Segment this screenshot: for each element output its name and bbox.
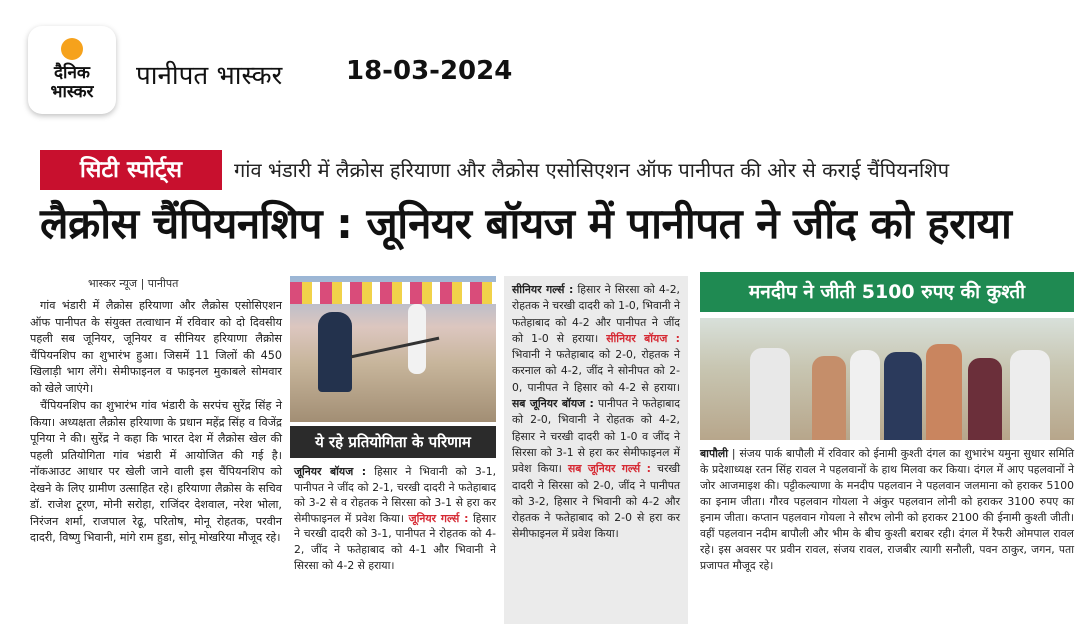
results-heading: ये रहे प्रतियोगिता के परिणाम xyxy=(290,426,496,458)
result-text: भिवानी ने फतेहाबाद को 2-0, रोहतक ने करनाल को 4-2, जींद ने सोनीपत को 2-0, पानीपत ने हिसार को 4-2 से हराया। xyxy=(512,348,680,394)
photo-wrestler xyxy=(812,356,846,440)
photo-person xyxy=(850,350,880,440)
photo-person xyxy=(750,348,790,440)
result-text: हिसार ने चरखी दादरी को 3-1, पानीपत ने रोहतक को 4-2, जींद ने फतेहाबाद को 4-1 और भिवानी ने सिरसा को 4-2 से हराया। xyxy=(294,511,497,572)
wrestling-photo xyxy=(700,318,1074,440)
result-text: चरखी दादरी ने सिरसा को 2-0, जींद ने पानीपत को 3-2, हिसार ने भिवानी को 4-2 और रोहतक ने फतेहाबाद को 2-0 से हरा कर सेमीफाइनल में प्रवेश किया। xyxy=(512,462,680,541)
newspaper-header xyxy=(0,0,1082,135)
photo-player xyxy=(318,312,352,392)
publication-name: पानीपत भास्कर xyxy=(136,61,283,91)
result-label: सीनियर बॉयज : xyxy=(606,331,680,345)
photo-person xyxy=(884,352,922,440)
dateline-location: बापौली xyxy=(700,447,729,460)
result-label: सीनियर गर्ल्स : xyxy=(512,283,574,296)
result-label: जूनियर गर्ल्स : xyxy=(408,511,469,525)
result-text: पानीपत ने फतेहाबाद को 2-0, भिवानी ने रोहतक को 4-2, हिसार ने चरखी दादरी को 1-0 व जींद ने सिरसा को 3-1 से हरा कर सेमीफाइनल में प्रवेश किया। xyxy=(512,397,680,476)
wrestling-text: संजय पार्क बापौली में रविवार को ईनामी कुश्ती दंगल का शुभारंभ यमुना सुधार समिति के प्रदेशाध्यक्ष रतन सिंह रावल ने पहलवानों के हाथ मिलवा कर किया। दंगल में आए पहलवानों ने जोर आजमाइश की। पट्टीकल्याणा के मनदीप पहलवान ने पहलवान जलमाना को हराकर 5100 का इनाम जीता। गौरव पहलवान गोयला ने अंकुर पहलवान लोनी को हराकर 3100 रुपए का इनाम जीता। कप्तान पहलवान गोयला ने सौरभ लोनी को हराकर 2100 की ईनामी कुश्ती जीती। वहीं पहलवान नदीम बापौली और भीम के बीच कुश्ती बराबर रही। दंगल में रैफरी ओमपाल रावल रहे। इस अवसर पर प्रवीन रावल, संजय रावल, राजबीर त्यागी सनौली, पवन ठाकुर, जगन, पता प्रजापत मौजूद रहे। xyxy=(700,447,1074,572)
lacrosse-photo xyxy=(290,276,496,422)
photo-person xyxy=(1010,350,1050,440)
section-tag: सिटी स्पोर्ट्स xyxy=(40,150,222,190)
logo-line-1: दैनिक xyxy=(54,63,90,83)
article-body xyxy=(30,298,282,548)
result-text: हिसार ने भिवानी को 3-1, पानीपत ने जींद को 2-1, चरखी दादरी ने फतेहाबाद को 3-2 से व रोहतक ने सिरसा को 3-1 से हरा कर सेमीफाइनल में प्रवेश किया। xyxy=(294,465,496,525)
news-article xyxy=(30,146,1076,626)
sun-icon xyxy=(61,38,83,60)
byline: भास्कर न्यूज | पानीपत xyxy=(88,277,179,290)
results-column-1 xyxy=(294,464,496,573)
result-label: सब जूनियर बॉयज : xyxy=(512,397,594,411)
main-headline: लैक्रोस चैंपियनशिप : जूनियर बॉयज में पानीपत ने जींद को हराया xyxy=(40,199,1012,248)
result-label: जूनियर बॉयज : xyxy=(294,465,367,478)
photo-wrestler xyxy=(926,344,962,440)
photo-person xyxy=(968,358,1002,440)
kicker-headline: गांव भंडारी में लैक्रोस हरियाणा और लैक्रोस एसोसिएशन ऑफ पानीपत की ओर से कराई चैंपियनशिप xyxy=(234,158,950,182)
paragraph: चैंपियनशिप का शुभारंभ गांव भंडारी के सरपंच सुरेंद्र सिंह ने किया। अध्यक्षता लैक्रोस हरियाणा के प्रधान महेंद्र सिंह व विजेंद्र पूनिया ने की। सुरेंद्र ने कहा कि भारत देश में लैक्रोस खेल की पहली प्रतियोगिता गांव भंडारी में आयोजित की गई है। नॉकआउट आधार पर खेली जाने वाली इस चैंपियनशिप को देखने के लिए ग्रामीण उत्साहित रहे। हरियाणा लैक्रोस के सचिव डॉ. राजेश टूरण, मोनी सरोहा, राजिंदर देशवाल, नरेश भोला, निरंजन शर्मा, राजपाल रेढू, परितोष, मोनू रोहतक, परवीन दादरी, विष्णु भिवानी, मांगे राम हुडा, सोनू मोखरिया मौजूद रहे। xyxy=(30,399,282,544)
result-text: हिसार ने सिरसा को 4-2, रोहतक ने चरखी दादरी को 1-0, भिवानी ने फतेहाबाद को 4-2 और पानीपत ने जींद को 1-0 से हराया। xyxy=(512,283,680,345)
logo-line-2: भास्कर xyxy=(50,82,94,102)
wrestling-body: बापौली | संजय पार्क बापौली में रविवार को ईनामी कुश्ती दंगल का शुभारंभ यमुना सुधार समिति के प्रदेशाध्यक्ष रतन सिंह रावल ने पहलवानों के हाथ मिलवा कर किया। दंगल में आए पहलवानों ने जोर आजमाइश की। पट्टीकल्याणा के मनदीप पहलवान ने पहलवान जलमाना को हराकर 5100 का इनाम जीता। गौरव पहलवान गोयला ने अंकुर पहलवान लोनी को हराकर 3100 रुपए का इनाम जीता। कप्तान पहलवान गोयला ने सौरभ लोनी को हराकर 2100 की ईनामी कुश्ती जीती। वहीं पहलवान नदीम बापौली और भीम के बीच कुश्ती बराबर रही। दंगल में रैफरी ओमपाल रावल रहे। इस अवसर पर प्रवीन रावल, संजय रावल, राजबीर त्यागी सनौली, पवन ठाकुर, जगन, पता प्रजापत मौजूद रहे। xyxy=(700,447,1074,572)
paragraph: गांव भंडारी में लैक्रोस हरियाणा और लैक्रोस एसोसिएशन ऑफ पानीपत के संयुक्त तत्वाधान में रविवार को दो दिवसीय पहली सब जूनियर, जूनियर व सीनियर हरियाणा लैक्रोस चैंपियनशिप का शुभारंभ हुआ। जिसमें 11 जिलों की 450 खिलाड़ी भाग लेंगे। सेमीफाइनल व फाइनल मुकाबले सोमवार को खेले जाएंगे। xyxy=(30,299,282,395)
photo-banner xyxy=(290,282,496,304)
photo-stick xyxy=(351,337,440,359)
publication-date: 18-03-2024 xyxy=(346,56,513,86)
dainik-bhaskar-logo xyxy=(28,26,116,114)
wrestling-heading: मनदीप ने जीती 5100 रुपए की कुश्ती xyxy=(700,272,1074,312)
results-column-2 xyxy=(504,276,688,624)
result-label: सब जूनियर गर्ल्स : xyxy=(567,462,651,476)
